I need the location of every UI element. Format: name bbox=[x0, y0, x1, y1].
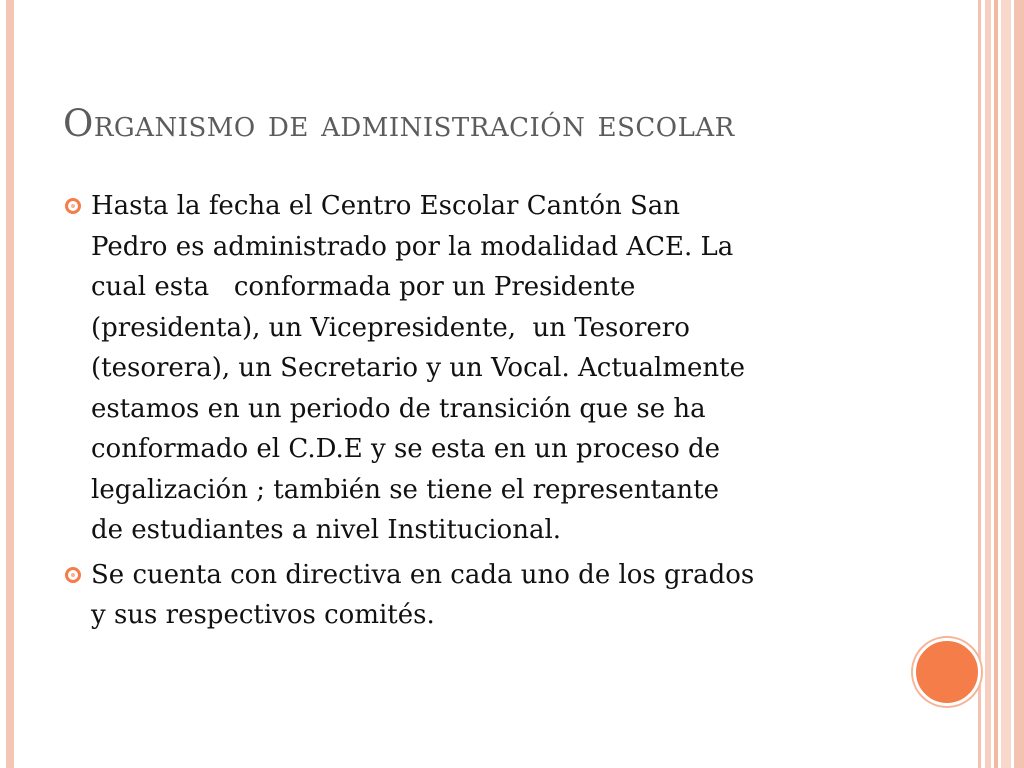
right-decor-stripe bbox=[985, 0, 991, 768]
right-decor-stripe bbox=[994, 0, 998, 768]
bullet-line: cual esta conformada por un Presidente bbox=[91, 272, 636, 302]
decorative-circle-icon bbox=[913, 638, 981, 706]
bullet-list bbox=[62, 186, 882, 640]
left-border-stripe bbox=[6, 0, 14, 768]
bullet-ring-icon bbox=[65, 567, 81, 583]
right-decor-stripe bbox=[1014, 0, 1024, 768]
bullet-item bbox=[62, 186, 882, 551]
bullet-line: y sus respectivos comités. bbox=[91, 600, 435, 630]
bullet-line: conformado el C.D.E y se esta en un proceso de bbox=[91, 434, 721, 464]
right-decor-stripe bbox=[1001, 0, 1011, 768]
bullet-line: (tesorera), un Secretario y un Vocal. Actualmente bbox=[91, 353, 745, 383]
bullet-line: Pedro es administrado por la modalidad ACE. La bbox=[91, 231, 734, 262]
bullet-line: legalización ; también se tiene el representante bbox=[91, 474, 719, 505]
bullet-line: de estudiantes a nivel Institucional. bbox=[91, 515, 562, 545]
bullet-ring-icon bbox=[65, 198, 81, 214]
slide-title: Organismo de administración escolar bbox=[63, 102, 735, 145]
bullet-item bbox=[62, 555, 882, 636]
bullet-line: Hasta la fecha el Centro Escolar Cantón San bbox=[91, 191, 681, 221]
bullet-line: (presidenta), un Vicepresidente, un Tesorero bbox=[91, 312, 690, 343]
right-decor-stripe bbox=[978, 0, 981, 768]
bullet-line: estamos en un periodo de transición que se ha bbox=[91, 393, 706, 424]
bullet-line: Se cuenta con directiva en cada uno de los grados bbox=[91, 559, 755, 590]
